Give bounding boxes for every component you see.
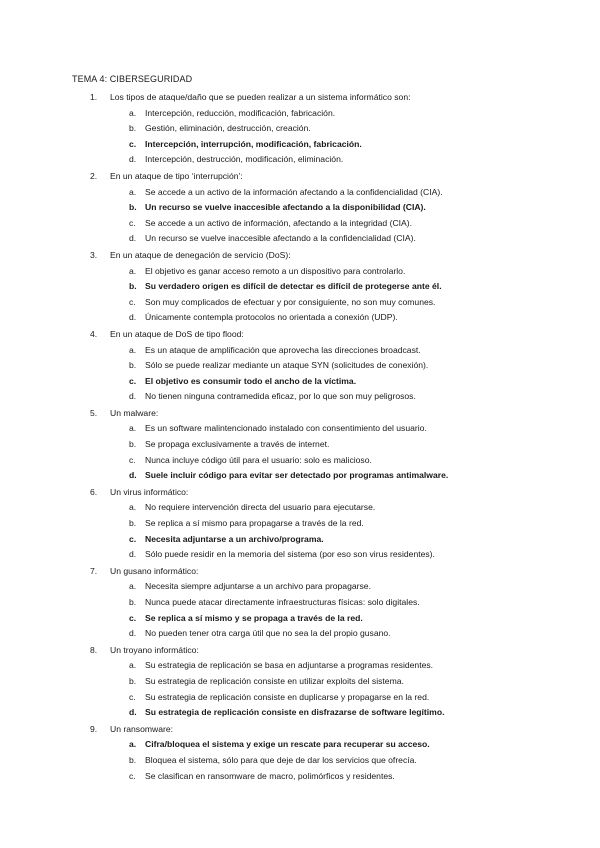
option-letter: a. <box>129 739 137 750</box>
answer-option <box>0 579 600 595</box>
option-text: Nunca puede atacar directamente infraestructuras físicas: solo digitales. <box>145 597 420 607</box>
question-6 <box>0 484 600 563</box>
question-line <box>0 326 600 343</box>
option-text: Intercepción, destrucción, modificación, eliminación. <box>145 154 344 165</box>
option-letter: b. <box>129 202 137 213</box>
option-letter: a. <box>129 344 137 355</box>
option-letter: c. <box>129 612 137 623</box>
answer-option <box>0 753 600 769</box>
answer-option <box>0 674 600 690</box>
option-text: Un recurso se vuelve inaccesible afectando a la confidencialidad (CIA). <box>145 233 416 244</box>
question-text: Un gusano informático: <box>110 565 199 576</box>
answer-option <box>0 421 600 437</box>
answer-option <box>0 769 600 785</box>
answer-option <box>0 705 600 721</box>
option-letter: c. <box>129 375 137 386</box>
option-letter: d. <box>129 707 137 718</box>
option-letter: c. <box>129 217 136 228</box>
question-number: 9. <box>90 723 98 734</box>
question-number: 8. <box>90 644 98 655</box>
question-line <box>0 642 600 659</box>
option-letter: b. <box>129 360 137 371</box>
option-letter: b. <box>129 675 137 686</box>
option-letter: d. <box>129 391 137 402</box>
option-text: No requiere intervención directa del usuario para ejecutarse. <box>145 502 376 513</box>
option-text: El objetivo es ganar acceso remoto a un dispositivo para controlarlo. <box>145 265 406 276</box>
option-text: El objetivo es consumir todo el ancho de la víctima. <box>145 375 357 386</box>
option-text: Se replica a sí mismo para propagarse a través de la red. <box>145 518 364 529</box>
answer-option <box>0 106 600 122</box>
answer-option <box>0 500 600 516</box>
option-letter: d. <box>129 549 137 560</box>
answer-option <box>0 216 600 232</box>
answer-option <box>0 626 600 642</box>
answer-option <box>0 658 600 674</box>
option-text: Se accede a un activo de la información afectando a la confidencialidad (CIA). <box>145 186 443 197</box>
question-9 <box>0 721 600 784</box>
question-line <box>0 484 600 501</box>
option-letter: b. <box>129 518 137 529</box>
option-text: Es un software malintencionado instalado con consentimiento del usuario. <box>145 423 427 434</box>
option-text: Su estrategia de replicación consiste en utilizar exploits del sistema. <box>145 675 404 686</box>
question-text: En un ataque de tipo ‘interrupción’: <box>110 170 243 181</box>
question-line <box>0 721 600 738</box>
question-text: En un ataque de denegación de servicio (DoS): <box>110 249 291 260</box>
answer-option <box>0 389 600 405</box>
option-text: Cifra/bloquea el sistema y exige un rescate para recuperar su acceso. <box>145 739 430 750</box>
answer-option <box>0 343 600 359</box>
option-letter: b. <box>129 123 137 134</box>
question-5 <box>0 405 600 484</box>
question-number: 6. <box>90 486 98 497</box>
question-line <box>0 168 600 185</box>
option-letter: b. <box>129 439 137 450</box>
question-text: Los tipos de ataque/daño que se pueden realizar a un sistema informático son: <box>110 92 411 102</box>
option-text: Es un ataque de amplificación que aprovecha las direcciones broadcast. <box>145 344 421 355</box>
option-letter: b. <box>129 754 137 765</box>
option-letter: a. <box>129 502 137 513</box>
question-number: 3. <box>90 249 98 260</box>
option-letter: c. <box>129 770 136 781</box>
option-text: Sólo puede residir en la memoria del sistema (por eso son virus residentes). <box>145 549 435 560</box>
answer-option <box>0 200 600 216</box>
question-number: 7. <box>90 565 98 576</box>
option-letter: a. <box>129 265 137 276</box>
question-number: 2. <box>90 170 98 181</box>
answer-option <box>0 295 600 311</box>
option-text: Se propaga exclusivamente a través de internet. <box>145 439 330 450</box>
answer-option <box>0 137 600 153</box>
question-2 <box>0 168 600 247</box>
option-text: Son muy complicados de efectuar y por consiguiente, no son muy comunes. <box>145 296 436 307</box>
question-line <box>0 563 600 580</box>
option-text: Necesita siempre adjuntarse a un archivo para propagarse. <box>145 581 371 592</box>
answer-option <box>0 264 600 280</box>
option-text: No pueden tener otra carga útil que no sea la del propio gusano. <box>145 628 391 639</box>
answer-option <box>0 279 600 295</box>
question-3 <box>0 247 600 326</box>
answer-option <box>0 690 600 706</box>
option-letter: d. <box>129 470 137 481</box>
option-text: Su verdadero origen es difícil de detectar es difícil de protegerse ante él. <box>145 281 442 292</box>
option-text: Su estrategia de replicación consiste en disfrazarse de software legítimo. <box>145 707 445 718</box>
question-number: 5. <box>90 407 98 418</box>
option-text: Intercepción, interrupción, modificación, fabricación. <box>145 138 362 149</box>
answer-option <box>0 453 600 469</box>
answer-option <box>0 516 600 532</box>
question-line <box>0 247 600 264</box>
question-7 <box>0 563 600 642</box>
option-text: Se replica a sí mismo y se propaga a través de la red. <box>145 612 363 623</box>
option-letter: a. <box>129 186 137 197</box>
answer-option <box>0 468 600 484</box>
answer-option <box>0 374 600 390</box>
page-title: TEMA 4: CIBERSEGURIDAD <box>72 74 193 84</box>
option-letter: c. <box>129 691 136 702</box>
option-text: Un recurso se vuelve inaccesible afectando a la disponibilidad (CIA). <box>145 202 426 213</box>
question-line <box>0 405 600 422</box>
answer-option <box>0 310 600 326</box>
answer-option <box>0 358 600 374</box>
question-4 <box>0 326 600 405</box>
option-letter: a. <box>129 107 137 118</box>
option-text: Necesita adjuntarse a un archivo/programa. <box>145 533 324 544</box>
option-letter: d. <box>129 628 137 639</box>
option-text: Sólo se puede realizar mediante un ataque SYN (solicitudes de conexión). <box>145 360 429 371</box>
answer-option <box>0 437 600 453</box>
answer-option <box>0 532 600 548</box>
question-text: Un malware: <box>110 407 159 418</box>
option-letter: d. <box>129 312 137 323</box>
question-list <box>0 89 600 784</box>
option-text: No tienen ninguna contramedida eficaz, por lo que son muy peligrosos. <box>145 391 416 402</box>
option-text: Su estrategia de replicación consiste en duplicarse y propagarse en la red. <box>145 691 430 702</box>
option-text: Nunca incluye código útil para el usuario: solo es malicioso. <box>145 454 372 465</box>
option-letter: a. <box>129 423 137 434</box>
question-text: Un ransomware: <box>110 723 174 734</box>
answer-option <box>0 121 600 137</box>
question-1 <box>0 89 600 168</box>
option-letter: d. <box>129 154 137 165</box>
answer-option <box>0 185 600 201</box>
answer-option <box>0 547 600 563</box>
answer-option <box>0 595 600 611</box>
option-text: Se clasifican en ransomware de macro, polimórficos y residentes. <box>145 770 395 781</box>
question-line <box>0 89 600 106</box>
question-text: En un ataque de DoS de tipo flood: <box>110 328 244 339</box>
option-letter: a. <box>129 581 137 592</box>
answer-option <box>0 152 600 168</box>
answer-option <box>0 231 600 247</box>
option-text: Se accede a un activo de información, afectando a la integridad (CIA). <box>145 217 413 228</box>
question-8 <box>0 642 600 721</box>
option-text: Intercepción, reducción, modificación, fabricación. <box>145 107 336 118</box>
option-text: Únicamente contempla protocolos no orientada a conexión (UDP). <box>145 312 398 323</box>
option-letter: c. <box>129 454 136 465</box>
question-text: Un troyano informático: <box>110 644 199 655</box>
question-number: 4. <box>90 328 98 339</box>
option-letter: c. <box>129 138 137 149</box>
option-letter: d. <box>129 233 137 244</box>
question-number: 1. <box>90 92 98 102</box>
option-letter: b. <box>129 597 137 607</box>
option-letter: c. <box>129 296 136 307</box>
option-letter: b. <box>129 281 137 292</box>
option-text: Gestión, eliminación, destrucción, creación. <box>145 123 311 134</box>
option-letter: c. <box>129 533 137 544</box>
question-text: Un virus informático: <box>110 486 189 497</box>
option-text: Bloquea el sistema, sólo para que deje de dar los servicios que ofrecía. <box>145 754 417 765</box>
option-letter: a. <box>129 660 137 671</box>
answer-option <box>0 737 600 753</box>
option-text: Suele incluir código para evitar ser detectado por programas antimalware. <box>145 470 449 481</box>
answer-option <box>0 611 600 627</box>
option-text: Su estrategia de replicación se basa en adjuntarse a programas residentes. <box>145 660 434 671</box>
